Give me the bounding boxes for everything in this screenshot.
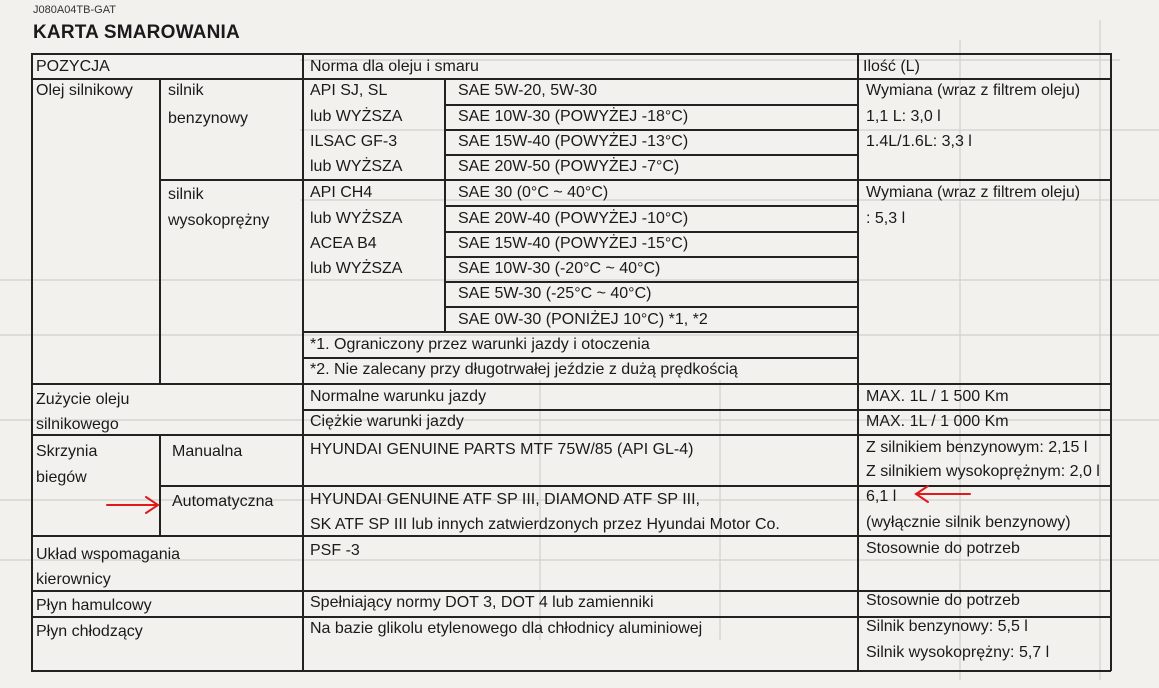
diesel-grade: SAE 15W-40 (POWYŻEJ -15°C) [458, 235, 689, 252]
consumption-condition: Normalne warunku jazdy [310, 388, 487, 405]
diesel-standard: lub WYŻSZA [310, 260, 403, 277]
oil-consumption-label: silnikowego [36, 416, 119, 433]
gearbox-label: Skrzynia [36, 443, 98, 460]
table-rule [159, 78, 161, 383]
manual-gearbox-norm: HYUNDAI GENUINE PARTS MTF 75W/85 (API GL-4) [310, 441, 694, 458]
brake-fluid-norm: Spełniający normy DOT 3, DOT 4 lub zamienniki [310, 594, 654, 611]
gasoline-grade: SAE 5W-20, 5W-30 [458, 82, 598, 99]
brake-fluid-label: Płyn hamulcowy [36, 597, 152, 614]
page-title: KARTA SMAROWANIA [33, 22, 240, 43]
table-rule [31, 670, 1111, 672]
table-rule [444, 306, 857, 308]
table-rule [302, 331, 857, 333]
gasoline-quantity: 1,1 L: 3,0 l [866, 108, 941, 125]
table-rule [31, 383, 1111, 385]
manual-gearbox-label: Manualna [172, 443, 243, 460]
table-rule [31, 53, 1111, 55]
diesel-standard: API CH4 [310, 184, 373, 201]
diesel-grade: SAE 30 (0°C ~ 40°C) [458, 184, 609, 201]
coolant-quantity: Silnik benzynowy: 5,5 l [866, 618, 1028, 635]
table-rule [444, 78, 446, 331]
coolant-norm: Na bazie glikolu etylenowego dla chłodnicy aluminiowej [310, 620, 703, 637]
gasoline-grade: SAE 10W-30 (POWYŻEJ -18°C) [458, 108, 689, 125]
coolant-quantity: Silnik wysokoprężny: 5,7 l [866, 644, 1050, 661]
header-norm: Norma dla oleju i smaru [310, 58, 479, 75]
diesel-grade: SAE 5W-30 (-25°C ~ 40°C) [458, 285, 652, 302]
document-code: J080A04TB-GAT [33, 4, 116, 16]
gasoline-grade: SAE 20W-50 (POWYŻEJ -7°C) [458, 158, 680, 175]
table-rule [31, 53, 33, 671]
gasoline-quantity: 1.4L/1.6L: 3,3 l [866, 133, 972, 150]
automatic-gearbox-norm: HYUNDAI GENUINE ATF SP III, DIAMOND ATF SP III, [310, 491, 700, 508]
gearbox-label: biegów [36, 469, 87, 486]
power-steering-label: kierownicy [36, 571, 111, 588]
power-steering-label: Układ wspomagania [36, 546, 181, 563]
table-rule [31, 535, 1111, 537]
consumption-value: MAX. 1L / 1 000 Km [866, 413, 1009, 430]
automatic-gearbox-norm: SK ATF SP III lub innych zatwierdzonych przez Hyundai Motor Co. [310, 516, 780, 533]
footnote: *2. Nie zalecany przy długotrwałej jeździe z dużą prędkością [310, 361, 738, 378]
table-rule [1110, 53, 1112, 671]
gasoline-standard: ILSAC GF-3 [310, 133, 398, 150]
gasoline-standard: lub WYŻSZA [310, 158, 403, 175]
oil-consumption-label: Zużycie oleju [36, 391, 130, 408]
diesel-grade: SAE 20W-40 (POWYŻEJ -10°C) [458, 210, 689, 227]
gasoline-standard: API SJ, SL [310, 82, 388, 99]
table-rule [159, 434, 161, 535]
coolant-label: Płyn chłodzący [36, 623, 143, 640]
diesel-grade: SAE 10W-30 (-20°C ~ 40°C) [458, 260, 661, 277]
diesel-standard: lub WYŻSZA [310, 210, 403, 227]
diesel-engine-label: wysokoprężny [168, 212, 270, 229]
automatic-gearbox-label: Automatyczna [172, 493, 274, 510]
manual-gearbox-quantity: Z silnikiem wysokoprężnym: 2,0 l [866, 463, 1100, 480]
manual-gearbox-quantity: Z silnikiem benzynowym: 2,15 l [866, 439, 1088, 456]
table-rule [31, 434, 1111, 436]
table-rule [857, 53, 859, 671]
gasoline-grade: SAE 15W-40 (POWYŻEJ -13°C) [458, 133, 689, 150]
diesel-grade: SAE 0W-30 (PONIŻEJ 10°C) *1, *2 [458, 311, 708, 328]
table-rule [444, 205, 857, 207]
gasoline-engine-label: silnik [168, 82, 204, 99]
automatic-gearbox-quantity: 6,1 l [866, 488, 897, 505]
gasoline-standard: lub WYŻSZA [310, 108, 403, 125]
brake-fluid-quantity: Stosownie do potrzeb [866, 592, 1020, 609]
footnote: *1. Ograniczony przez warunki jazdy i otoczenia [310, 336, 650, 353]
diesel-standard: ACEA B4 [310, 235, 377, 252]
table-rule [302, 53, 304, 671]
diesel-quantity: : 5,3 l [866, 210, 906, 227]
header-position: POZYCJA [36, 58, 110, 75]
consumption-condition: Ciężkie warunki jazdy [310, 413, 464, 430]
consumption-value: MAX. 1L / 1 500 Km [866, 388, 1009, 405]
gasoline-engine-label: benzynowy [168, 110, 249, 127]
header-quantity: Ilość (L) [863, 58, 920, 75]
power-steering-norm: PSF -3 [310, 542, 360, 559]
power-steering-quantity: Stosownie do potrzeb [866, 540, 1020, 557]
engine-oil-label: Olej silnikowy [36, 82, 133, 99]
diesel-quantity: Wymiana (wraz z filtrem oleju) [866, 184, 1081, 201]
gasoline-quantity: Wymiana (wraz z filtrem oleju) [866, 82, 1081, 99]
diesel-engine-label: silnik [168, 186, 204, 203]
automatic-gearbox-quantity: (wyłącznie silnik benzynowy) [866, 514, 1071, 531]
